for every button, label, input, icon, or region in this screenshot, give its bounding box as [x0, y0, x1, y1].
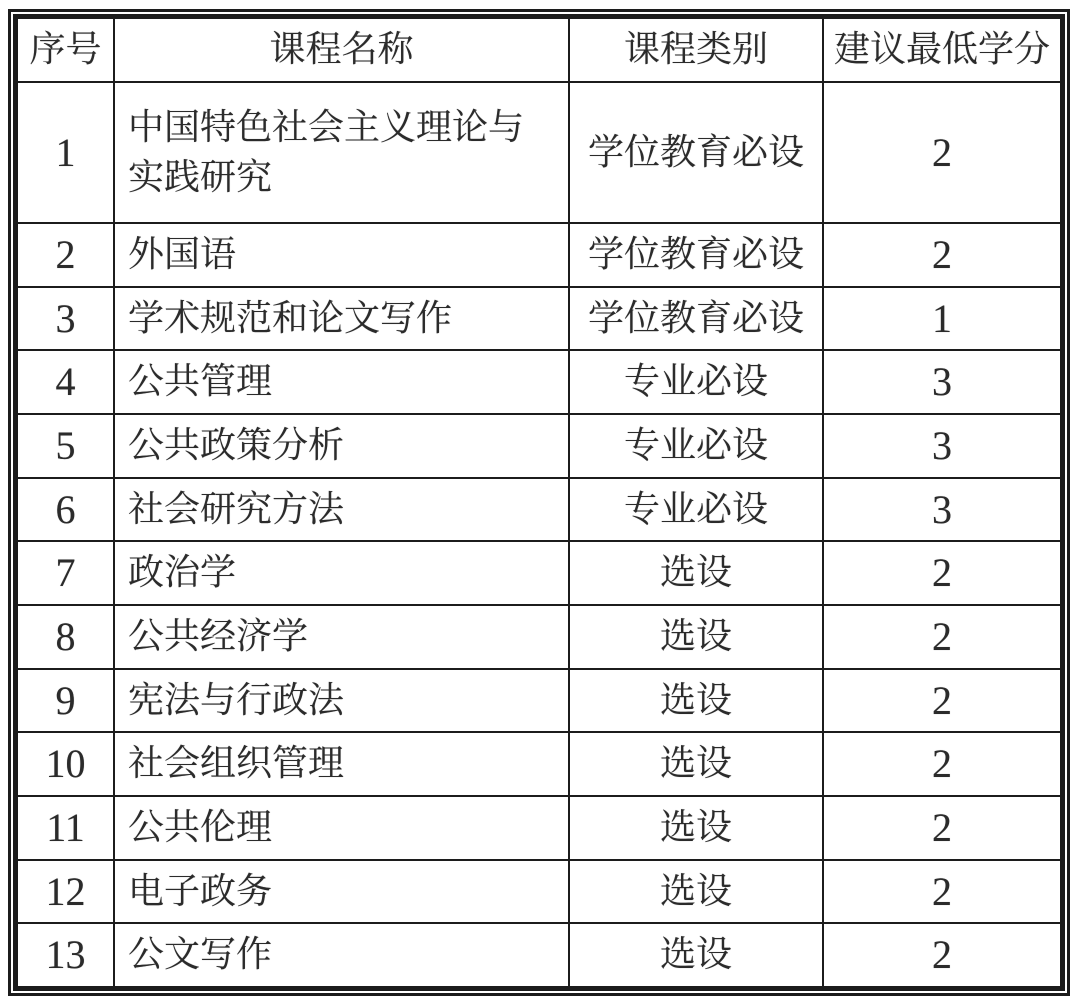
credits-cell: 2	[823, 605, 1061, 669]
course-name-cell: 外国语	[114, 223, 569, 287]
course-name-cell: 公文写作	[114, 923, 569, 987]
course-category-cell: 选设	[569, 796, 823, 860]
course-name-cell: 电子政务	[114, 860, 569, 924]
row-number-cell: 5	[17, 414, 114, 478]
table-row	[17, 478, 1061, 542]
column-header-credits: 建议最低学分	[823, 18, 1061, 82]
row-number-cell: 9	[17, 669, 114, 733]
course-name-cell: 公共政策分析	[114, 414, 569, 478]
course-name-cell: 政治学	[114, 541, 569, 605]
column-header-category: 课程类别	[569, 18, 823, 82]
credits-cell: 3	[823, 350, 1061, 414]
course-name-cell: 社会研究方法	[114, 478, 569, 542]
table-row	[17, 287, 1061, 351]
table-row	[17, 414, 1061, 478]
course-name-cell: 社会组织管理	[114, 732, 569, 796]
course-name-cell: 公共管理	[114, 350, 569, 414]
course-category-cell: 学位教育必设	[569, 287, 823, 351]
table-row	[17, 223, 1061, 287]
course-category-cell: 选设	[569, 541, 823, 605]
row-number-cell: 8	[17, 605, 114, 669]
course-category-cell: 专业必设	[569, 350, 823, 414]
course-name-cell: 公共伦理	[114, 796, 569, 860]
course-category-cell: 选设	[569, 669, 823, 733]
credits-cell: 2	[823, 223, 1061, 287]
table-row	[17, 732, 1061, 796]
table-row	[17, 82, 1061, 223]
course-category-cell: 选设	[569, 605, 823, 669]
table-row	[17, 860, 1061, 924]
row-number-cell: 10	[17, 732, 114, 796]
course-category-cell: 学位教育必设	[569, 223, 823, 287]
row-number-cell: 11	[17, 796, 114, 860]
row-number-cell: 12	[17, 860, 114, 924]
table-row	[17, 541, 1061, 605]
course-name-cell: 公共经济学	[114, 605, 569, 669]
row-number-cell: 1	[17, 82, 114, 223]
credits-cell: 2	[823, 860, 1061, 924]
course-category-cell: 专业必设	[569, 414, 823, 478]
table-row	[17, 605, 1061, 669]
row-number-cell: 6	[17, 478, 114, 542]
column-header-number: 序号	[17, 18, 114, 82]
course-name-cell: 学术规范和论文写作	[114, 287, 569, 351]
column-header-name: 课程名称	[114, 18, 569, 82]
row-number-cell: 3	[17, 287, 114, 351]
course-category-cell: 专业必设	[569, 478, 823, 542]
table-row	[17, 350, 1061, 414]
course-category-cell: 选设	[569, 732, 823, 796]
table-row	[17, 923, 1061, 987]
course-table	[16, 17, 1062, 988]
row-number-cell: 7	[17, 541, 114, 605]
credits-cell: 2	[823, 732, 1061, 796]
course-name-cell: 中国特色社会主义理论与实践研究	[114, 82, 569, 223]
credits-cell: 2	[823, 796, 1061, 860]
course-category-cell: 学位教育必设	[569, 82, 823, 223]
course-name-cell: 宪法与行政法	[114, 669, 569, 733]
credits-cell: 2	[823, 82, 1061, 223]
credits-cell: 3	[823, 478, 1061, 542]
credits-cell: 2	[823, 541, 1061, 605]
credits-cell: 1	[823, 287, 1061, 351]
table-row	[17, 796, 1061, 860]
credits-cell: 2	[823, 669, 1061, 733]
table-row	[17, 669, 1061, 733]
course-category-cell: 选设	[569, 923, 823, 987]
course-category-cell: 选设	[569, 860, 823, 924]
row-number-cell: 2	[17, 223, 114, 287]
credits-cell: 3	[823, 414, 1061, 478]
course-table-outline	[8, 9, 1070, 996]
header-row	[17, 18, 1061, 82]
row-number-cell: 4	[17, 350, 114, 414]
credits-cell: 2	[823, 923, 1061, 987]
row-number-cell: 13	[17, 923, 114, 987]
